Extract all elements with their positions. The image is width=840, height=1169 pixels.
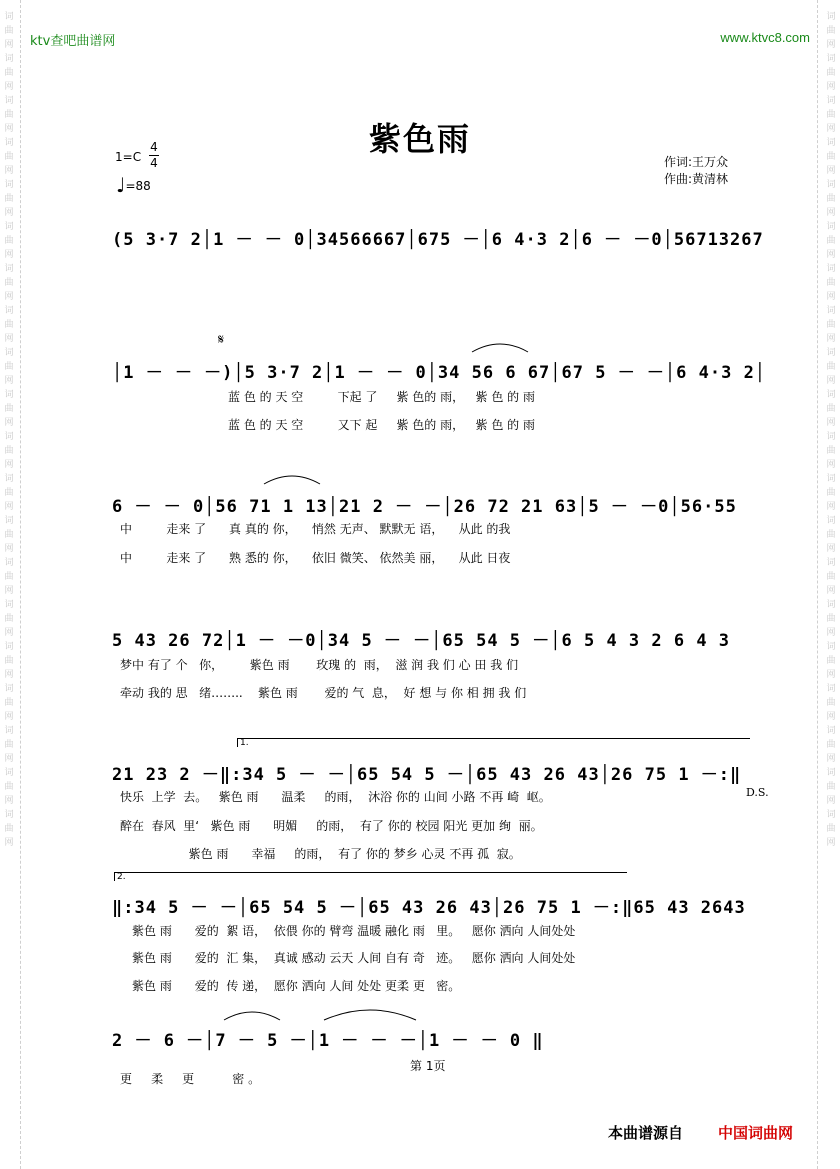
song-title: 紫色雨: [368, 120, 471, 158]
volta-2: 2.: [114, 872, 627, 881]
lyric-row-6-verse-2: 紫色 雨 爱的 汇 集， 真诚 感动 云天 人间 自有 奇 迹。 愿你 洒向 人间处处: [132, 951, 576, 965]
watermark-right: 词曲网词曲网词曲网词曲网词曲网词曲网词曲网词曲网词曲网词曲网词曲网词曲网词曲网词曲网词曲网词曲网词曲网词曲网词曲网词曲网: [826, 12, 836, 848]
lyric-row-4-verse-2: 牵动 我的 思 绪…….. 紫色 雨 爱的 气 息， 好 想 与 你 相 拥 我 们: [120, 686, 527, 700]
score-row-1: (5 3·7 2│1 － － 0│34566667│675 －│6 4·3 2│6 － －0│56713267: [112, 230, 764, 250]
page-number: 第 1页: [410, 1059, 446, 1073]
lyric-row-4-verse-1: 梦中 有了 个 你， 紫色 雨 玫瑰 的 雨， 滋 润 我 们 心 田 我 们: [120, 658, 519, 672]
time-signature: 4 4: [150, 140, 158, 170]
score-row-6: ‖:34 5 － －│65 54 5 －│65 43 26 43│26 75 1 －:‖65 43 2643: [112, 898, 746, 918]
dal-segno-mark: D.S.: [746, 786, 769, 799]
lyricist: 作词:王万众: [664, 155, 729, 169]
lyric-row-6-verse-1: 紫色 雨 爱的 絮 语， 依偎 你的 臂弯 温暖 融化 雨 里。 愿你 洒向 人间处处: [132, 924, 576, 938]
watermark-left: 词曲网词曲网词曲网词曲网词曲网词曲网词曲网词曲网词曲网词曲网词曲网词曲网词曲网词曲网词曲网词曲网词曲网词曲网词曲网词曲网: [4, 12, 14, 848]
tempo-marking: ♩=88: [116, 173, 151, 197]
site-name-left[interactable]: ktv查吧曲谱网: [30, 34, 116, 49]
slur-row-2: [470, 340, 530, 354]
segno-icon: 𝄋: [218, 332, 225, 348]
score-row-3: 6 － － 0│56 71 1 13│21 2 － －│26 72 21 63│5 － －0│56·55: [112, 497, 737, 517]
volta-1: 1.: [237, 738, 750, 747]
site-url-right[interactable]: www.ktvc8.com: [720, 30, 810, 45]
quarter-note-icon: ♩: [116, 173, 126, 197]
margin-line-left: [20, 0, 21, 1169]
lyric-row-2-verse-2: 蓝 色 的 天 空 又下 起 紫 色的 雨， 紫 色 的 雨: [228, 418, 535, 432]
score-row-7: 2 － 6 －│7 － 5 －│1 － － －│1 － － 0 ‖: [112, 1031, 544, 1051]
key-signature: 1=C: [115, 150, 142, 164]
lyric-row-6-verse-3: 紫色 雨 爱的 传 递， 愿你 洒向 人间 处处 更柔 更 密。: [132, 979, 461, 993]
lyric-row-5-verse-2: 醉在 春风 里‘ 紫色 雨 明媚 的雨， 有了 你的 校园 阳光 更加 绚 丽。: [120, 819, 543, 833]
lyric-row-5-verse-1: 快乐 上学 去。 紫色 雨 温柔 的雨， 沐浴 你的 山间 小路 不再 崎 岖。: [120, 790, 551, 804]
lyric-row-7: 更 柔 更 密 。: [120, 1072, 261, 1086]
score-row-5: 21 23 2 －‖:34 5 － －│65 54 5 －│65 43 26 43│26 75 1 －:‖: [112, 765, 742, 785]
score-row-4: 5 43 26 72│1 － －0│34 5 － －│65 54 5 －│6 5 4 3 2 6 4 3: [112, 631, 731, 651]
lyric-row-2-verse-1: 蓝 色 的 天 空 下起 了 紫 色的 雨， 紫 色 的 雨: [228, 390, 535, 404]
lyric-row-3-verse-2: 中 走来 了 熟 悉的 你， 依旧 微笑、 依然美 丽， 从此 日夜: [120, 551, 511, 565]
lyric-row-5-verse-3: 紫色 雨 幸福 的雨， 有了 你的 梦乡 心灵 不再 孤 寂。: [120, 847, 521, 861]
source-label: 本曲谱源自: [608, 1124, 684, 1142]
lyric-row-3-verse-1: 中 走来 了 真 真的 你， 悄然 无声、 默默无 语， 从此 的我: [120, 522, 511, 536]
slur-row-7-a: [222, 1008, 282, 1022]
slur-row-3: [262, 472, 322, 486]
score-row-2: │1 － － －)│5 3·7 2│1 － － 0│34 56 6 67│67 5 － －│6 4·3 2│: [112, 363, 767, 383]
slur-row-7-b: [322, 1006, 418, 1022]
composer: 作曲:黄清林: [664, 172, 729, 186]
margin-line-right: [817, 0, 818, 1169]
source-site-link[interactable]: 中国词曲网: [718, 1124, 794, 1142]
